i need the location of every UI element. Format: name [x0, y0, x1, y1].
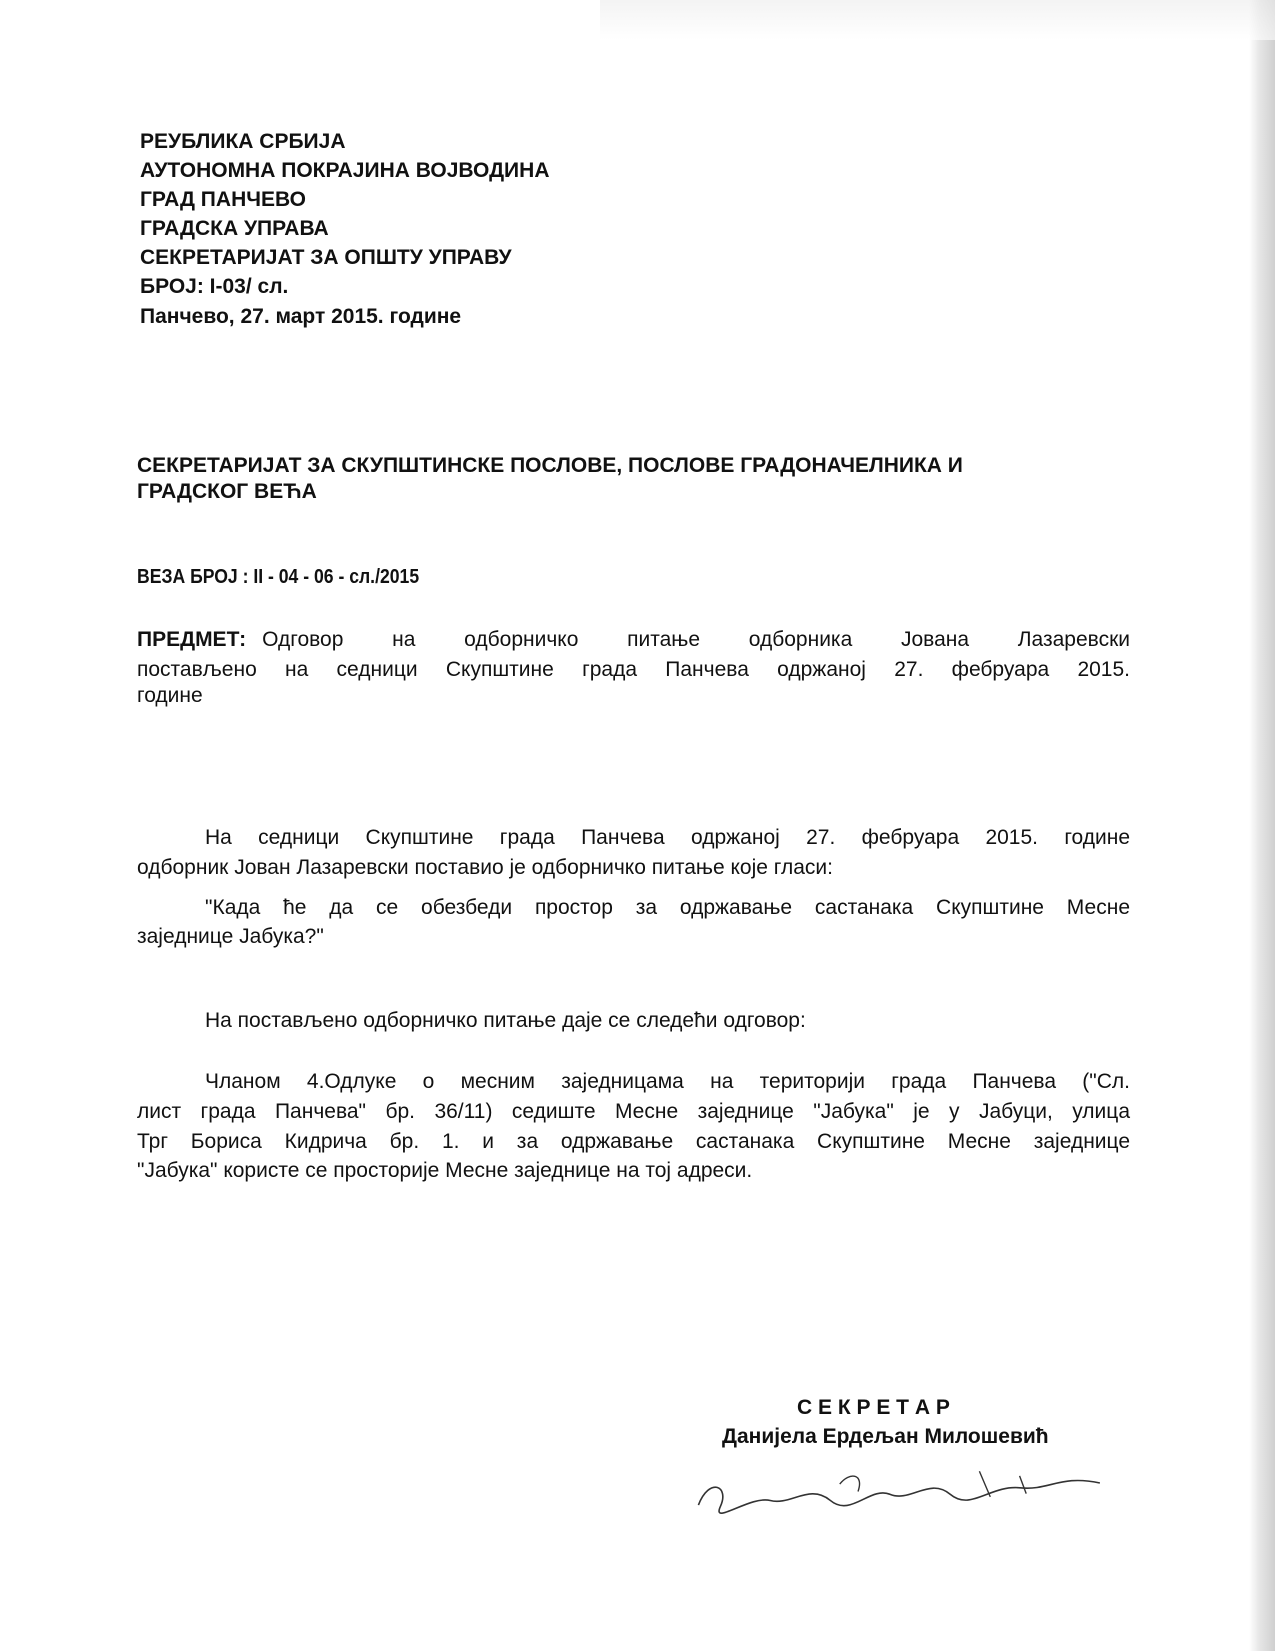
subject-text: Одговор на одборничко питање одборника Јована Лазаревски: [262, 628, 1130, 651]
paragraph-line: "Јабука" користе се просторије Месне заједнице на тој адреси.: [137, 1159, 753, 1182]
paragraph-line: Трг Бориса Кидрича бр. 1. и за одржавање састанака Скупштине Месне заједнице: [137, 1130, 1130, 1153]
paragraph-line: лист града Панчева" бр. 36/11) седиште Месне заједнице "Јабука" је у Јабуци, улица: [137, 1100, 1130, 1123]
quote-line: "Када ће да се обезбеди простор за одржавање састанака Скупштине Месне: [205, 896, 1130, 919]
quote-line: заједнице Јабука?": [137, 925, 324, 948]
paragraph-line: На постављено одборничко питање даје се следећи одговор:: [205, 1009, 806, 1032]
letterhead-line: ГРАД ПАНЧЕВО: [140, 188, 306, 211]
subject-label: ПРЕДМЕТ:: [137, 628, 247, 651]
document-date: Панчево, 27. март 2015. године: [140, 305, 462, 328]
letterhead-line: ГРАДСКА УПРАВА: [140, 217, 329, 240]
letterhead-line: РЕУБЛИКА СРБИЈА: [140, 130, 346, 153]
scan-edge: [1249, 0, 1275, 1651]
handwritten-signature: [689, 1453, 1111, 1528]
signatory-name: Данијела Ердељан Милошевић: [722, 1425, 1049, 1448]
paragraph-line: одборник Јован Лазаревски поставио је одборничко питање које гласи:: [137, 856, 833, 879]
subject-text: године: [137, 684, 203, 707]
document-number: БРОЈ: I-03/ сл.: [140, 275, 289, 298]
paragraph-line: Чланом 4.Одлуке о месним заједницама на територији града Панчева ("Сл.: [205, 1070, 1130, 1093]
subject-text: постављено на седници Скупштине града Панчева одржаној 27. фебруара 2015.: [137, 658, 1130, 681]
recipient-line: СЕКРЕТАРИЈАТ ЗА СКУПШТИНСКЕ ПОСЛОВЕ, ПОСЛОВЕ ГРАДОНАЧЕЛНИКА И: [137, 454, 963, 477]
letterhead-line: СЕКРЕТАРИЈАТ ЗА ОПШТУ УПРАВУ: [140, 246, 512, 269]
recipient-line: ГРАДСКОГ ВЕЋА: [137, 480, 317, 503]
scan-dust: [600, 0, 1275, 40]
letterhead-line: АУТОНОМНА ПОКРАЈИНА ВОЈВОДИНА: [140, 159, 550, 182]
signatory-title: С Е К Р Е Т А Р: [797, 1396, 950, 1419]
paragraph-line: На седници Скупштине града Панчева одржаној 27. фебруара 2015. године: [205, 826, 1130, 849]
reference-number: ВЕЗА БРОЈ : II - 04 - 06 - сл./2015: [137, 566, 420, 588]
